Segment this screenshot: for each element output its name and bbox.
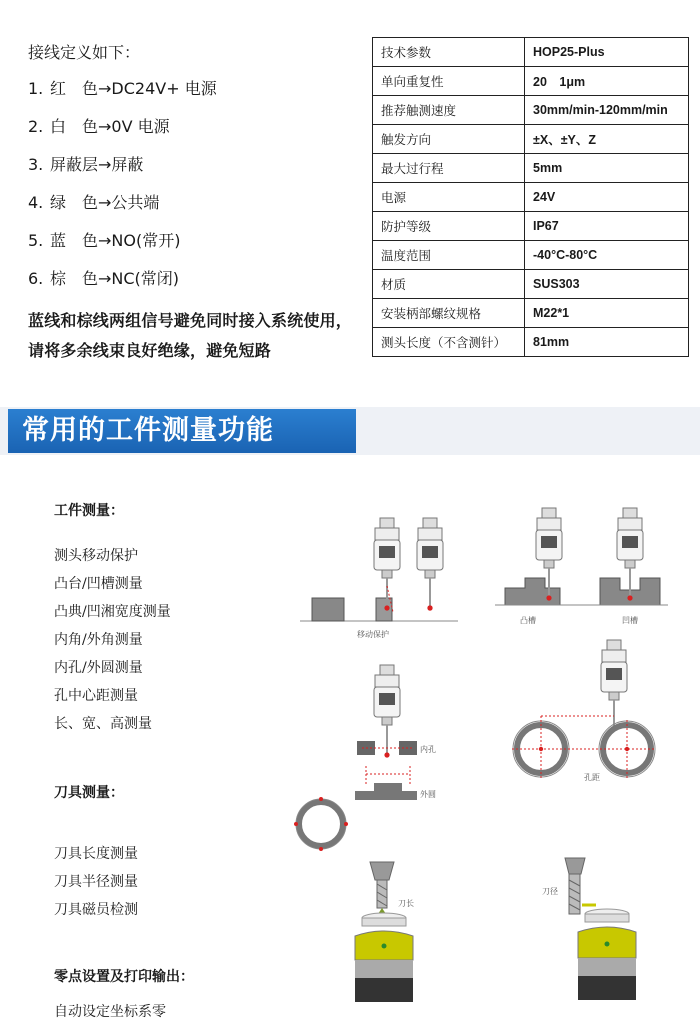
spec-key: 单向重复性: [373, 67, 525, 96]
label-boss: 凸槽: [520, 616, 536, 625]
spec-key: 技术参数: [373, 38, 525, 67]
spec-value: SUS303: [525, 270, 689, 299]
spec-key: 测头长度（不含测针）: [373, 328, 525, 357]
spec-key: 防护等级: [373, 212, 525, 241]
spec-value: HOP25-Plus: [525, 38, 689, 67]
zero-heading: 零点设置及打印输出：: [54, 969, 194, 985]
label-tool-length: 刀长: [398, 899, 414, 908]
spec-value: 30mm/min-120mm/min: [525, 96, 689, 125]
item-text: 棕 色→NC(常闭): [50, 269, 180, 288]
diagram-tool-radius: [542, 858, 636, 1000]
label-tool-radius: 刀径: [542, 887, 558, 896]
list-item: 凸台/凹槽测量: [54, 576, 143, 592]
item-text: 屏蔽层→屏蔽: [50, 155, 144, 174]
spec-key: 电源: [373, 183, 525, 212]
label-inner-hole: 内孔: [420, 745, 436, 754]
label-outer-round: 外圆: [420, 790, 436, 799]
spec-value: 5mm: [525, 154, 689, 183]
list-item: 刀具半径测量: [54, 874, 138, 890]
spec-value: 20 1μm: [525, 67, 689, 96]
spec-key: 安装柄部螺纹规格: [373, 299, 525, 328]
probe-icon: [601, 640, 627, 733]
spec-key: 触发方向: [373, 125, 525, 154]
probe-icon: [374, 518, 400, 611]
spec-value: -40°C-80°C: [525, 241, 689, 270]
workpiece-heading: 工件测量：: [54, 503, 124, 519]
list-item: 孔中心距测量: [54, 688, 138, 704]
spec-key: 温度范围: [373, 241, 525, 270]
diagram-tool-length: [355, 862, 414, 1002]
tool-heading: 刀具测量：: [54, 785, 124, 801]
spec-key: 材质: [373, 270, 525, 299]
item-number: 3.: [28, 155, 44, 174]
probe-icon: [617, 508, 643, 601]
item-text: 红 色→DC24V+ 电源: [50, 79, 217, 98]
item-number: 4.: [28, 193, 44, 212]
section-banner: 常用的工件测量功能: [8, 409, 356, 453]
probe-icon: [417, 518, 443, 611]
list-item: 长、宽、高测量: [54, 716, 152, 732]
list-item: 内角/外角测量: [54, 632, 143, 648]
wiring-note: 蓝线和棕线两组信号避免同时接入系统使用，请将多余线束良好绝缘，避免短路: [28, 311, 353, 360]
item-number: 2.: [28, 117, 44, 136]
list-item: 刀具磁员检测: [54, 902, 138, 918]
label-move-protect: 移动保护: [357, 630, 389, 639]
item-number: 1.: [28, 79, 44, 98]
probe-icon: [374, 665, 400, 758]
list-item: 自动设定坐标系零: [54, 1004, 166, 1020]
list-item: 内孔/外圆测量: [54, 660, 143, 676]
item-text: 白 色→0V 电源: [50, 117, 170, 136]
item-text: 绿 色→公共端: [50, 193, 160, 212]
diagram-boss-groove: [495, 508, 668, 625]
list-item: 测头移动保护: [54, 548, 138, 564]
item-text: 蓝 色→NO(常开): [50, 231, 181, 250]
spec-value: 24V: [525, 183, 689, 212]
label-groove: 凹槽: [622, 616, 638, 625]
spec-key: 最大过行程: [373, 154, 525, 183]
diagram-hole-distance: [512, 640, 656, 782]
list-item: 凸典/凹湘宽度测量: [54, 604, 171, 620]
diagram-move-protect: [300, 518, 458, 639]
wiring-title: 接线定义如下：: [28, 43, 141, 62]
list-item: 刀具长度测量: [54, 846, 138, 862]
spec-value: IP67: [525, 212, 689, 241]
item-number: 5.: [28, 231, 44, 250]
spec-value: M22*1: [525, 299, 689, 328]
diagram-inner-outer: [294, 665, 436, 851]
spec-value: 81mm: [525, 328, 689, 357]
label-hole-distance: 孔距: [584, 773, 600, 782]
spec-key: 推荐触测速度: [373, 96, 525, 125]
item-number: 6.: [28, 269, 44, 288]
spec-value: ±X、±Y、Z: [525, 125, 689, 154]
